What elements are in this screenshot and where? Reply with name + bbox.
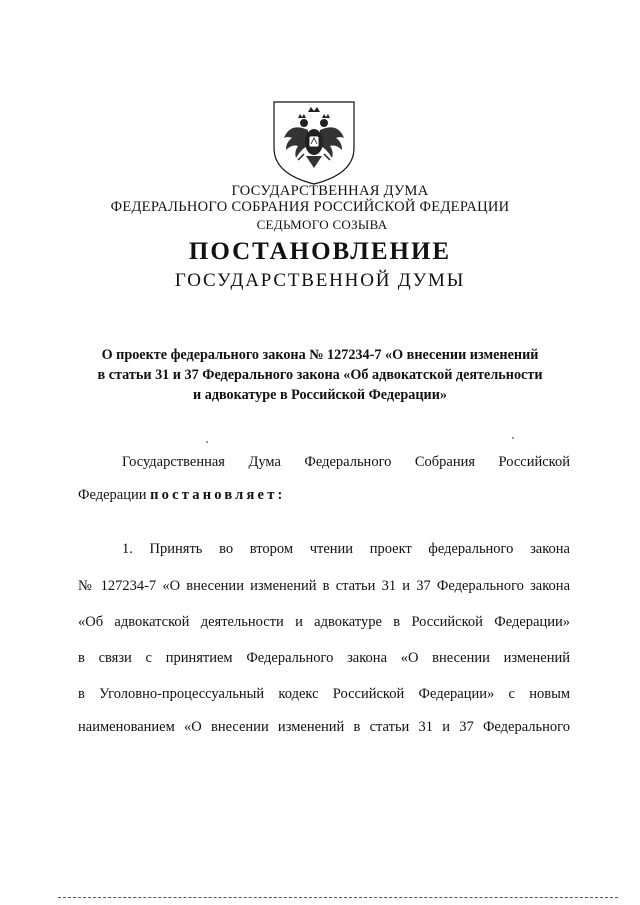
subject-line-3: и адвокатуре в Российской Федерации»	[193, 387, 447, 403]
org-name-line-1: ГОСУДАРСТВЕННАЯ ДУМА	[231, 183, 429, 199]
document-subtitle: ГОСУДАРСТВЕННОЙ ДУМЫ	[174, 270, 466, 291]
document-title: ПОСТАНОВЛЕНИЕ	[188, 238, 452, 265]
double-headed-eagle-icon	[268, 98, 360, 186]
convocation-line: СЕДЬМОГО СОЗЫВА	[256, 217, 388, 232]
body-line: в связи с принятием Федерального закона «О внесении изменений	[78, 650, 570, 666]
subject-line-1: О проекте федерального закона № 127234-7 «О внесении изменений	[101, 347, 539, 363]
preamble-line-2	[78, 487, 570, 504]
scan-speck	[512, 437, 514, 439]
org-name-line-2: ФЕДЕРАЛЬНОГО СОБРАНИЯ РОССИЙСКОЙ ФЕДЕРАЦИИ	[110, 199, 510, 215]
body-line: № 127234-7 «О внесении изменений в статьи 31 и 37 Федерального закона	[78, 578, 570, 594]
coat-of-arms-emblem	[268, 98, 360, 186]
body-line: наименованием «О внесении изменений в статьи 31 и 37 Федерального	[78, 719, 570, 735]
preamble-line-1: Государственная Дума Федерального Собрания Российской	[122, 454, 570, 470]
body-line: 1. Принять во втором чтении проект федерального закона	[122, 541, 570, 557]
preamble-start: Федерации	[78, 487, 151, 503]
scan-speck	[206, 441, 208, 443]
scan-edge-line	[58, 897, 618, 898]
body-line: «Об адвокатской деятельности и адвокатуре в Российской Федерации»	[78, 614, 570, 630]
body-line: в Уголовно-процессуальный кодекс Российской Федерации» с новым	[78, 686, 570, 702]
resolves-verb: постановляет:	[150, 487, 286, 503]
subject-line-2: в статьи 31 и 37 Федерального закона «Об адвокатской деятельности	[97, 367, 543, 383]
